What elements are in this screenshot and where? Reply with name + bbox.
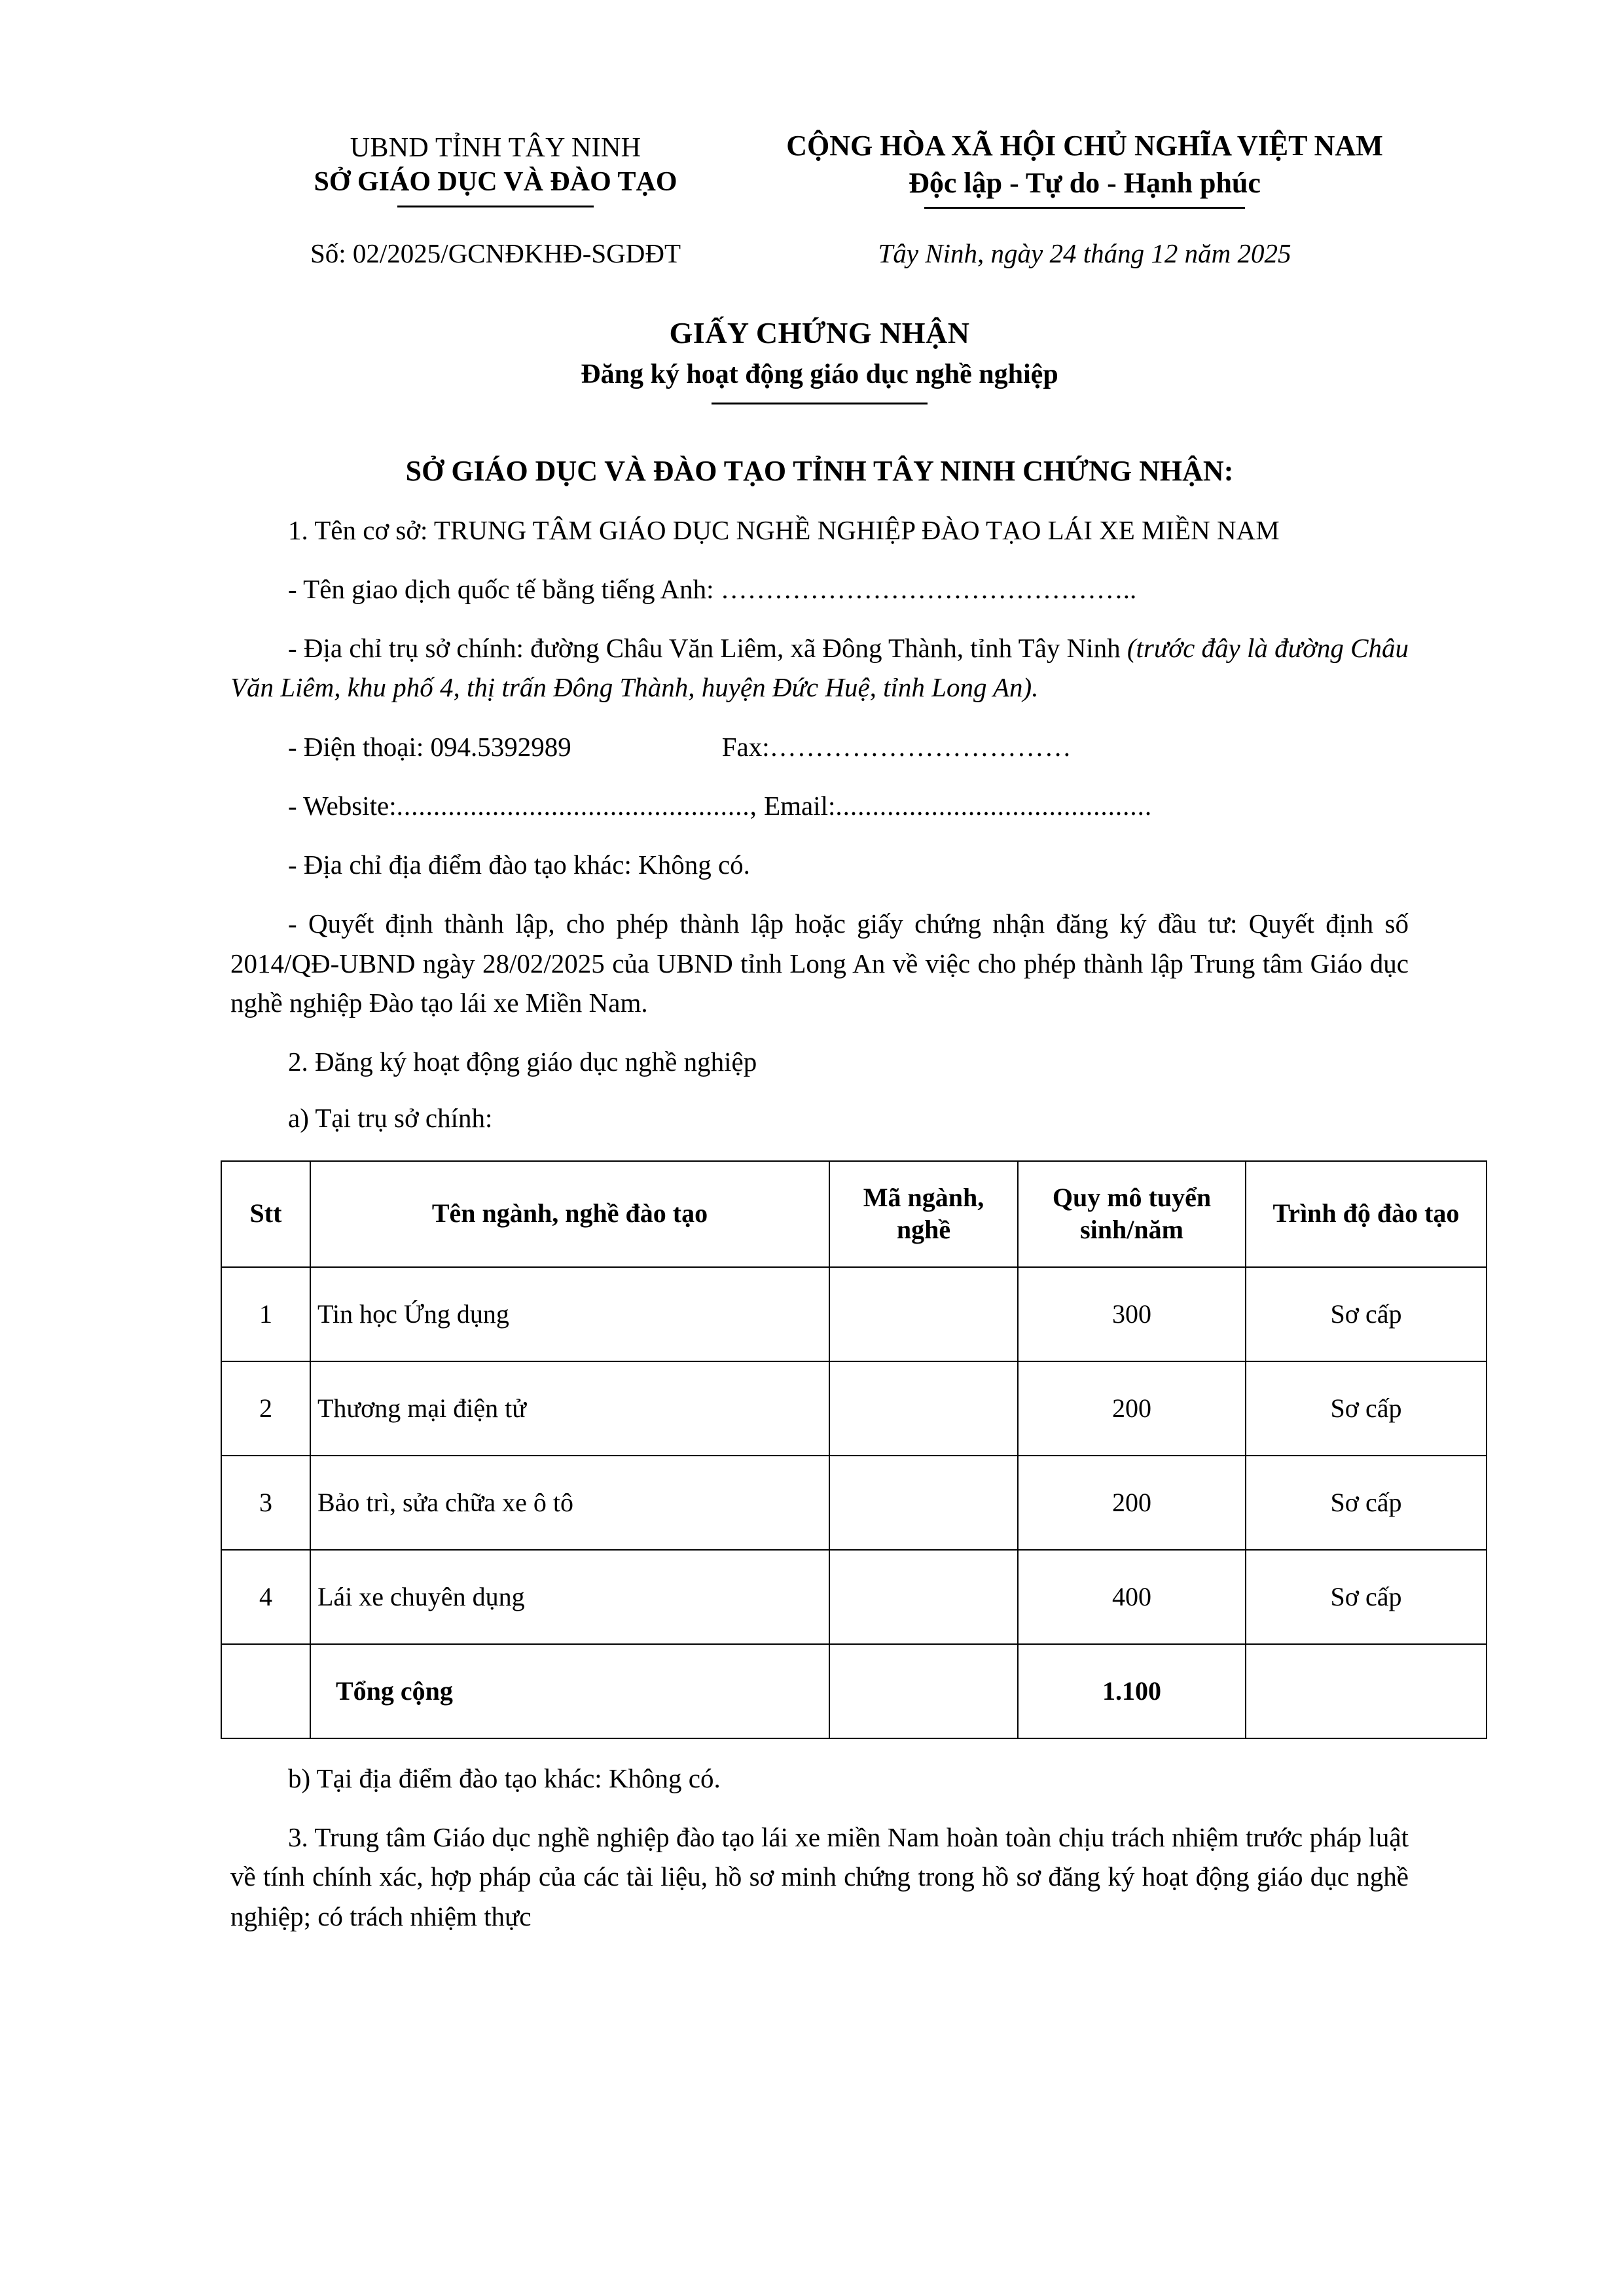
cell-enrollment-scale: 300 bbox=[1018, 1267, 1246, 1361]
establishment-decision-paragraph: - Quyết định thành lập, cho phép thành lập hoặc giấy chứng nhận đăng ký đầu tư: Quyết định số 2014/QĐ-UBND ngày 28/02/2025 của UBND tỉnh Long An về việc cho phép thành lập Trung tâm Giáo dục nghề nghiệp Đào tạo lái xe Miền Nam. bbox=[230, 908, 1409, 1018]
cell-stt: 4 bbox=[221, 1550, 310, 1644]
email-label: Email: bbox=[757, 790, 836, 821]
cell-total-enrollment: 1.100 bbox=[1018, 1644, 1246, 1738]
table-header bbox=[221, 1161, 1487, 1267]
certification-statement: SỞ GIÁO DỤC VÀ ĐÀO TẠO TỈNH TÂY NINH CHỨNG NHẬN: bbox=[405, 455, 1234, 488]
cell-training-level: Sơ cấp bbox=[1246, 1550, 1487, 1644]
page-subtitle: Đăng ký hoạt động giáo dục nghề nghiệp bbox=[581, 359, 1058, 389]
cell-total-label: Tổng cộng bbox=[310, 1644, 829, 1738]
registration-section-heading: 2. Đăng ký hoạt động giáo dục nghề nghiệp bbox=[288, 1047, 757, 1077]
former-address-text: (trước đây là đường Châu Văn Liêm, khu phố 4, thị trấn Đông Thành, huyện Đức Huệ, tỉnh Long An). bbox=[230, 633, 1409, 703]
column-header-enrollment-scale: Quy mô tuyển sinh/năm bbox=[1018, 1161, 1246, 1267]
cell-occupation-name: Bảo trì, sửa chữa xe ô tô bbox=[310, 1456, 829, 1550]
place-and-date: Tây Ninh, ngày 24 tháng 12 năm 2025 bbox=[878, 238, 1291, 268]
table-row bbox=[221, 1550, 1487, 1644]
cell-occupation-name: Thương mại điện tử bbox=[310, 1361, 829, 1456]
website-dotted-blank: ................................................, bbox=[396, 790, 757, 821]
registration-table bbox=[221, 1160, 1487, 1739]
cell-training-level bbox=[1246, 1644, 1487, 1738]
website-email-paragraph bbox=[230, 786, 1409, 825]
cell-stt: 3 bbox=[221, 1456, 310, 1550]
head-office-address-text: - Địa chỉ trụ sở chính: đường Châu Văn Liêm, xã Đông Thành, tỉnh Tây Ninh bbox=[288, 633, 1121, 664]
table-total-row bbox=[221, 1644, 1487, 1738]
cell-training-level: Sơ cấp bbox=[1246, 1267, 1487, 1361]
fax-label: Fax: bbox=[721, 731, 770, 762]
document-header bbox=[230, 128, 1409, 209]
responsibility-paragraph: 3. Trung tâm Giáo dục nghề nghiệp đào tạo lái xe miền Nam hoàn toàn chịu trách nhiệm trước pháp luật về tính chính xác, hợp pháp của các tài liệu, hồ sơ minh chứng trong hồ sơ đăng ký hoạt động giáo dục nghề nghiệp; có trách nhiệm thực bbox=[230, 1821, 1409, 1931]
number-date-row bbox=[230, 238, 1409, 269]
international-name-paragraph: - Tên giao dịch quốc tế bằng tiếng Anh: ……………………………………….. bbox=[288, 573, 1137, 604]
column-header-training-level: Trình độ đào tạo bbox=[1246, 1161, 1487, 1267]
department-name-line: SỞ GIÁO DỤC VÀ ĐÀO TẠO bbox=[314, 167, 677, 198]
other-location-subsection: b) Tại địa điểm đào tạo khác: Không có. bbox=[288, 1763, 721, 1793]
cell-enrollment-scale: 400 bbox=[1018, 1550, 1246, 1644]
province-authority-line: UBND TỈNH TÂY NINH bbox=[350, 133, 641, 163]
email-dotted-blank: ........................................... bbox=[835, 790, 1153, 821]
cell-occupation-code bbox=[829, 1267, 1018, 1361]
national-motto-line: Độc lập - Tự do - Hạnh phúc bbox=[909, 166, 1261, 199]
document-content bbox=[230, 128, 1460, 1936]
institution-name-paragraph: 1. Tên cơ sở: TRUNG TÂM GIÁO DỤC NGHỀ NGHIỆP ĐÀO TẠO LÁI XE MIỀN NAM bbox=[288, 514, 1280, 545]
cell-occupation-name: Lái xe chuyên dụng bbox=[310, 1550, 829, 1644]
cell-occupation-code bbox=[829, 1550, 1018, 1644]
cell-occupation-code bbox=[829, 1361, 1018, 1456]
cell-enrollment-scale: 200 bbox=[1018, 1361, 1246, 1456]
head-office-address-paragraph bbox=[230, 628, 1409, 708]
fax-dotted-blank: …………………………… bbox=[769, 731, 1072, 762]
page-title: GIẤY CHỨNG NHẬN bbox=[669, 315, 970, 350]
title-block bbox=[230, 314, 1409, 404]
issuing-authority-block bbox=[230, 128, 761, 207]
cell-occupation-name: Tin học Ứng dụng bbox=[310, 1267, 829, 1361]
cell-stt: 1 bbox=[221, 1267, 310, 1361]
cell-occupation-code bbox=[829, 1644, 1018, 1738]
phone-value: 094.5392989 bbox=[430, 731, 571, 762]
cell-stt: 2 bbox=[221, 1361, 310, 1456]
table-row bbox=[221, 1456, 1487, 1550]
table-row bbox=[221, 1361, 1487, 1456]
website-label: - Website: bbox=[288, 790, 397, 821]
phone-label: - Điện thoại: bbox=[288, 731, 431, 762]
national-title-line: CỘNG HÒA XÃ HỘI CHỦ NGHĨA VIỆT NAM bbox=[786, 130, 1383, 162]
phone-fax-paragraph bbox=[230, 727, 1409, 766]
national-heading-block bbox=[761, 128, 1409, 209]
column-header-stt: Stt bbox=[221, 1161, 310, 1267]
authority-underline bbox=[397, 206, 594, 207]
table-body bbox=[221, 1267, 1487, 1738]
other-training-address-paragraph: - Địa chỉ địa điểm đào tạo khác: Không có. bbox=[288, 850, 750, 880]
head-office-subsection-heading: a) Tại trụ sở chính: bbox=[288, 1103, 493, 1134]
cell-enrollment-scale: 200 bbox=[1018, 1456, 1246, 1550]
column-header-occupation-name: Tên ngành, nghề đào tạo bbox=[310, 1161, 829, 1267]
table-row bbox=[221, 1267, 1487, 1361]
document-number: Số: 02/2025/GCNĐKHĐ-SGDĐT bbox=[310, 238, 681, 268]
cell-training-level: Sơ cấp bbox=[1246, 1456, 1487, 1550]
motto-underline bbox=[924, 207, 1245, 209]
cell-occupation-code bbox=[829, 1456, 1018, 1550]
title-underline bbox=[712, 403, 928, 404]
cell-training-level: Sơ cấp bbox=[1246, 1361, 1487, 1456]
column-header-occupation-code: Mã ngành, nghề bbox=[829, 1161, 1018, 1267]
cell-stt bbox=[221, 1644, 310, 1738]
table-header-row bbox=[221, 1161, 1487, 1267]
